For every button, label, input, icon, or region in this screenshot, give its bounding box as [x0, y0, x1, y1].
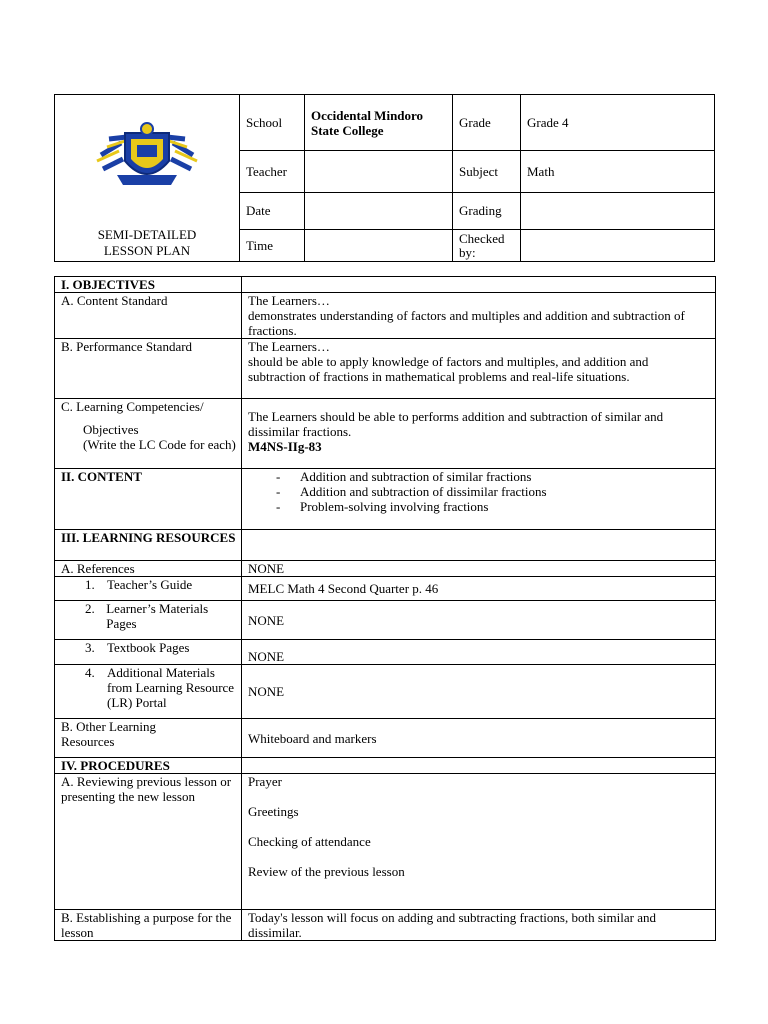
content-standard-text: demonstrates understanding of factors and multiples and addition and subtraction of fractions.	[248, 308, 685, 338]
grade-value: Grade 4	[521, 95, 715, 151]
performance-standard-text: should be able to apply knowledge of factors and multiples, and addition and subtraction of fractions in mathematical problems and real-life situations.	[248, 354, 649, 384]
teacher-label: Teacher	[240, 151, 305, 193]
grade-label: Grade	[453, 95, 521, 151]
lesson-plan-table	[54, 276, 716, 941]
resource-item-label: 2. Learner’s Materials Pages	[55, 601, 242, 640]
teacher-value	[305, 151, 453, 193]
resource-item-label: 3. Textbook Pages	[55, 640, 242, 665]
school-label: School	[240, 95, 305, 151]
performance-standard-value	[242, 339, 716, 399]
performance-standard-intro: The Learners…	[248, 339, 330, 354]
performance-standard-label: B. Performance Standard	[55, 339, 242, 399]
content-item: - Addition and subtraction of similar fractions	[276, 469, 709, 484]
procedure-step: Review of the previous lesson	[248, 864, 405, 879]
content-list	[248, 469, 709, 514]
time-value	[305, 230, 453, 262]
subject-label: Subject	[453, 151, 521, 193]
subject-value: Math	[521, 151, 715, 193]
other-resources-label: B. Other Learning Resources	[55, 719, 242, 758]
competencies-label: C. Learning Competencies/ Objectives (Write the LC Code for each)	[55, 399, 242, 469]
college-seal-logo	[91, 115, 203, 195]
references-label: A. References	[55, 561, 242, 577]
purpose-label: B. Establishing a purpose for the lesson	[55, 910, 242, 941]
logo-cell	[55, 95, 240, 262]
grading-label: Grading	[453, 193, 521, 230]
purpose-value: Today's lesson will focus on adding and subtracting fractions, both similar and dissimilar.	[242, 910, 716, 941]
resource-item-label: 1. Teacher’s Guide	[55, 577, 242, 601]
content-item: - Addition and subtraction of dissimilar fractions	[276, 484, 709, 499]
resource-item-value: MELC Math 4 Second Quarter p. 46	[242, 577, 716, 601]
reviewing-label: A. Reviewing previous lesson or presenting the new lesson	[55, 774, 242, 910]
content-standard-intro: The Learners…	[248, 293, 330, 308]
resource-item-value: NONE	[242, 640, 716, 665]
procedure-step: Greetings	[248, 804, 299, 819]
resource-item-value: NONE	[242, 665, 716, 719]
checked-by-label: Checked by:	[453, 230, 521, 262]
procedure-step: Checking of attendance	[248, 834, 371, 849]
reviewing-value	[242, 774, 716, 910]
time-label: Time	[240, 230, 305, 262]
procedures-heading: IV. PROCEDURES	[55, 758, 242, 774]
checked-by-value	[521, 230, 715, 262]
objectives-heading: I. OBJECTIVES	[55, 277, 242, 293]
grading-value	[521, 193, 715, 230]
content-list-cell	[242, 469, 716, 530]
content-standard-label: A. Content Standard	[55, 293, 242, 339]
resource-item-label: 4. Additional Materials from Learning Resource (LR) Portal	[55, 665, 242, 719]
content-item: - Problem-solving involving fractions	[276, 499, 709, 514]
date-label: Date	[240, 193, 305, 230]
header-table	[54, 94, 715, 262]
references-value: NONE	[242, 561, 716, 577]
resource-item-value: NONE	[242, 601, 716, 640]
content-standard-value	[242, 293, 716, 339]
resources-heading: III. LEARNING RESOURCES	[55, 530, 242, 561]
lc-code: M4NS-IIg-83	[248, 439, 322, 454]
other-resources-value: Whiteboard and markers	[242, 719, 716, 758]
plan-title: SEMI-DETAILED LESSON PLAN	[97, 227, 197, 258]
competencies-value	[242, 399, 716, 469]
procedure-step: Prayer	[248, 774, 282, 789]
content-heading: II. CONTENT	[55, 469, 242, 530]
school-value: Occidental Mindoro State College	[305, 95, 453, 151]
competencies-text: The Learners should be able to performs addition and subtraction of similar and dissimilar fractions.	[248, 409, 664, 439]
date-value	[305, 193, 453, 230]
